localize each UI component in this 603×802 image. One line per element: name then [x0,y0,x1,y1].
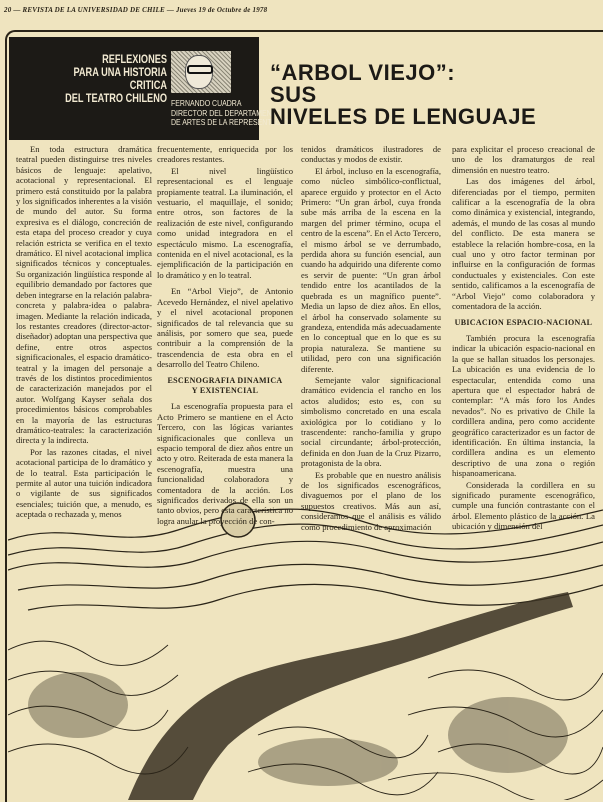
series-title-line: REFLEXIONES [102,54,167,66]
paragraph: La escenografía propuesta para el Acto Primero se mantiene en el Acto Tercero, con las lógicas variantes significacionales que conlleva un espacio temporal de diez años entre un acto y otro. Reiterada de esta manera la escenografía, muestra una funcionalidad colaboradora y comentadora de la acción. Los significados derivados de ella son un tanto obvios, pero esta característica no logra anular la proyección de con- [157,401,293,526]
paragraph: Por las razones citadas, el nivel acotacional participa de lo dramático y de lo teatral. Esta participación le permite al autor una tuición indicadora o vigilante de sus significados esenciales; tuición que, a menudo, es aceptada o rechazada y, menos [16,446,152,520]
subhead-line: Y EXISTENCIAL [191,385,259,395]
paragraph: tenidos dramáticos ilustradores de conductas y modos de existir. [301,144,441,165]
headline-line: “ARBOL VIEJO”: [270,60,456,85]
paragraph: El nivel lingüístico representacional es el lenguaje propiamente teatral. La iluminación, el vestuario, el maquillaje, el sonido; entre otros, son factores de la realización de este nivel, configurando como unidad integradora en el espectáculo mismo. La escenografía, contenida en el nivel acotacional, es la ejemplificación de la participación en lo dramático y en lo teatral. [157,165,293,280]
text-column-3 [301,144,441,532]
text-column-2 [157,144,293,526]
paragraph: Es probable que en nuestro análisis de los significados escenográficos, divaguemos por el plano de los supuestos creativos. Más aun así, consideramos que el análisis es válido como procedimiento de aproximación [301,469,441,532]
paragraph: para explicitar el proceso creacional de uno de los dramaturgos de real dimensión en nuestro teatro. [452,144,595,175]
series-title-line: DEL TEATRO CHILENO [65,93,167,105]
paragraph: En toda estructura dramática teatral pueden distinguirse tres niveles básicos de lenguaje: apelativo, acotacional y representacional. El primero está constituido por la palabra y los significados inherentes a la visión de mundo del autor. Su forma expresiva es el diálogo, concreción de esta etapa del proceso creador y cuya relación estricta se verifica en el texto dramático. El nivel acotacional implica significados técnicos y conceptuales. Su organización lingüística responde al equilibrio demandado por factores que deben integrarse en la relación palabra-concreta y palabra-idea o palabra-imagen. Mediante la relación indicada, los restantes creadores (director-actor-diseñador) adoptan una perspectiva que define, entre otros aspectos significacionales, el espacio dramático-teatral y la imagen del personaje a través de los distintos procedimientos de caracterización manejados por el autor. Wolfgang Kayser señala dos procedimientos básicos comprobables en la mayoría de las estructuras dramático-teatrales: la caracterización directa y la indirecta. [16,144,153,446]
series-title [41,54,167,106]
section-subhead [157,376,293,397]
series-title-line: PARA UNA HISTORIA CRITICA [73,67,167,92]
author-role: DIRECTOR DEL DEPARTAMENTO [171,107,282,118]
paragraph: Las dos imágenes del árbol, diferenciadas por el tiempo, permiten calificar a la escenografía de la obra como dinámica y existencial, integrando, además, el mundo de las cosas al mundo del conflicto. De esta manera se establece la relación hombre-cosa, en la cual uno y otro factor terminan por influirse en la configuración de formas conductuales y existenciales. Con este sentido, calificamos a la escenografía de “Arbol Viejo” como colaboradora y comentadora de la acción. [452,176,595,312]
paragraph: frecuentemente, enriquecida por los creadores restantes. [157,144,293,165]
paragraph: Semejante valor significacional dramático evidencia el rancho en los actos aludidos; esto es, con su simbolismo concretado en una escala axiológica por lo cotidiano y lo trascendente: rancho-familia y grupo social circundante; árbol-protección, definida en don Juan de la Cruz Pizarro, protagonista de la obra. [301,374,441,469]
running-head: 20 — REVISTA DE LA UNIVERSIDAD DE CHILE — Jueves 19 de Octubre de 1978 [4,6,268,14]
paragraph: En “Arbol Viejo”, de Antonio Acevedo Hernández, el nivel apelativo y el nivel acotacional proponen significados de tal relevancia que su análisis, por somero que sea, puede contribuir a la comprensión de la trascendencia de esta obra en el desarrollo del Teatro Chileno. [157,286,293,370]
paragraph: Considerada la cordillera en su significado puramente escenográfico, cumple una función contrastante con el árbol. Elemento plástico de la acción. La ubicación y dimensión del [452,479,595,532]
text-column-1 [16,144,152,520]
landscape-illustration [8,490,603,800]
subhead-line: ESCENOGRAFIA DINAMICA [167,375,283,385]
headline-line: NIVELES DE LENGUAJE [270,104,537,129]
section-subhead: UBICACION ESPACIO-NACIONAL [454,317,593,327]
paragraph: El árbol, incluso en la escenografía, como núcleo simbólico-conflictual, aparece erguido y protector en el Acto Primero: “Un gran árbol, cuya fronda sube más arriba de la escena en la margen del primer término, ocupa el centro de la escena”. En el Acto Tercero, el mismo árbol se ve derrumbado, perdida ahora su función esencial, aun cuando ha adquirido una diferente como es servir de puente: “Un gran árbol tendido entre los acantilados de la quebrada es un magnífico puente”. Media un lapso de diez años. En ellos, el árbol ha conservado solamente su grandeza, entendida más adecuadamente en lo conceptual que en lo que es su propia naturaleza. Se mantiene su utilidad, pero con una significación diferente. [301,165,441,374]
headline-line: SUS [270,82,317,107]
text-column-4 [452,144,595,532]
author-name: FERNANDO CUADRA [171,98,242,108]
article-headline [270,62,536,128]
author-role: DE ARTES DE LA REPRESENTACION [171,117,294,127]
portrait-glasses [187,65,213,74]
paragraph: También procura la escenografía indicar la ubicación espacio-nacional en la que se hallan situados los personajes. La ubicación es una evidencia de lo espectacular, entendida como una apertura que el espectador habrá de contemplar: “A más foro los Andes nevados”. No es privativo de Chile la cordillera andina, pero como accidente geográfico caracterizador es un factor de identificación. En última instancia, la cordillera andina es un elemento descriptivo de una zona o región hispanoamericana. [452,332,595,479]
author-portrait [171,51,231,93]
